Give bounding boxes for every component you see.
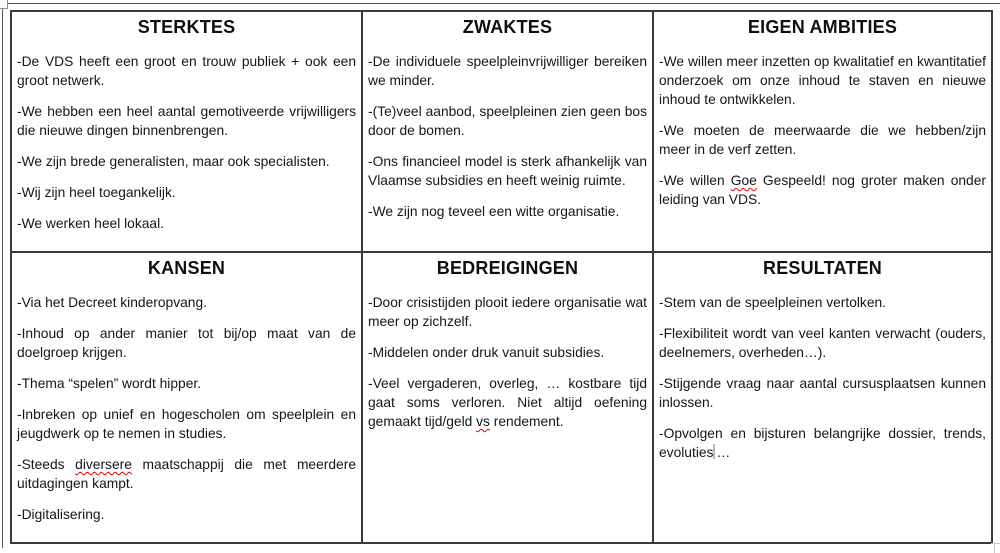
- cell-paragraph: -Thema “spelen” wordt hipper.: [17, 376, 202, 391]
- cell-paragraph: -De individuele speelpleinvrijwilliger bereiken we minder.: [368, 54, 647, 88]
- cell-paragraph: -(Te)veel aanbod, speelpleinen zien geen bos door de bomen.: [368, 104, 647, 138]
- cell-resultaten[interactable]: [654, 253, 991, 542]
- cell-paragraph: -Wij zijn heel toegankelijk.: [17, 185, 176, 200]
- cell-title-zwaktes: ZWAKTES: [462, 17, 553, 37]
- page-corner-fragment: [0, 0, 8, 9]
- misspelled-word: diversere: [75, 457, 132, 472]
- cell-paragraph: -We zijn nog teveel een witte organisatie.: [368, 204, 620, 219]
- cell-paragraph: -Stijgende vraag naar aantal cursusplaatsen kunnen inlossen.: [659, 376, 986, 410]
- cell-paragraph: -Door crisistijden plooit iedere organisatie wat meer op zichzelf.: [368, 295, 647, 329]
- cell-paragraph: -Stem van de speelpleinen vertolken.: [659, 295, 887, 310]
- table-gridline-extension-vertical: [994, 544, 995, 553]
- table-gridline-extension-horizontal: [991, 543, 1000, 544]
- cell-paragraph: -Steeds diversere maatschappij die met meerdere uitdagingen kampt.: [17, 457, 356, 491]
- cell-paragraph: -Middelen onder druk vanuit subsidies.: [368, 345, 605, 360]
- cell-paragraph: -Digitalisering.: [17, 507, 105, 522]
- cell-kansen[interactable]: [12, 253, 363, 542]
- cell-paragraph: -De VDS heeft een groot en trouw publiek + ook een groot netwerk.: [17, 54, 356, 88]
- cell-paragraph: -We willen meer inzetten op kwalitatief en kwantitatief onderzoek om onze inhoud te staven en nieuwe inhoud te ontwikkelen.: [659, 54, 986, 107]
- cell-title-resultaten: RESULTATEN: [763, 258, 882, 278]
- cell-paragraph: -Inhoud op ander manier tot bij/op maat van de doelgroep krijgen.: [17, 326, 356, 360]
- cell-sterktes[interactable]: [12, 12, 363, 253]
- cell-paragraph: -We willen Goe Gespeeld! nog groter maken onder leiding van VDS.: [659, 173, 986, 207]
- cell-zwaktes[interactable]: [363, 12, 654, 253]
- cell-title-sterktes: STERKTES: [137, 17, 236, 37]
- cell-paragraph: -Flexibiliteit wordt van veel kanten verwacht (ouders, deelnemers, overheden…).: [659, 326, 986, 360]
- misspelled-word: vs: [476, 414, 490, 429]
- cell-title-bedreigingen: BEDREIGINGEN: [436, 258, 579, 278]
- cell-eigen-ambities[interactable]: [654, 12, 991, 253]
- cell-paragraph: -Via het Decreet kinderopvang.: [17, 295, 207, 310]
- cell-title-kansen: KANSEN: [147, 258, 226, 278]
- swot-table: [10, 10, 993, 544]
- cell-paragraph: -Ons financieel model is sterk afhankelijk van Vlaamse subsidies en heeft weinig ruimte.: [368, 154, 647, 188]
- cell-paragraph: -We moeten de meerwaarde die we hebben/zijn meer in de verf zetten.: [659, 123, 986, 157]
- page-boundary-line-top: [7, 3, 1000, 4]
- misspelled-word: Goe: [730, 173, 757, 188]
- cell-paragraph: -We hebben een heel aantal gemotiveerde vrijwilligers die nieuwe dingen binnenbrengen.: [17, 104, 356, 138]
- cell-paragraph: -Inbreken op unief en hogescholen om speelplein en jeugdwerk op te nemen in studies.: [17, 407, 356, 441]
- page-boundary-line-left: [2, 7, 3, 548]
- cell-title-eigen-ambities: EIGEN AMBITIES: [747, 17, 898, 37]
- cell-bedreigingen[interactable]: [363, 253, 654, 542]
- cell-paragraph: -Opvolgen en bijsturen belangrijke dossier, trends, evoluties …: [659, 426, 986, 460]
- cell-paragraph: -We werken heel lokaal.: [17, 216, 164, 231]
- cell-paragraph: -Veel vergaderen, overleg, … kostbare tijd gaat soms verloren. Niet altijd oefening gemaakt tijd/geld vs rendement.: [368, 376, 647, 429]
- cell-paragraph: -We zijn brede generalisten, maar ook specialisten.: [17, 154, 330, 169]
